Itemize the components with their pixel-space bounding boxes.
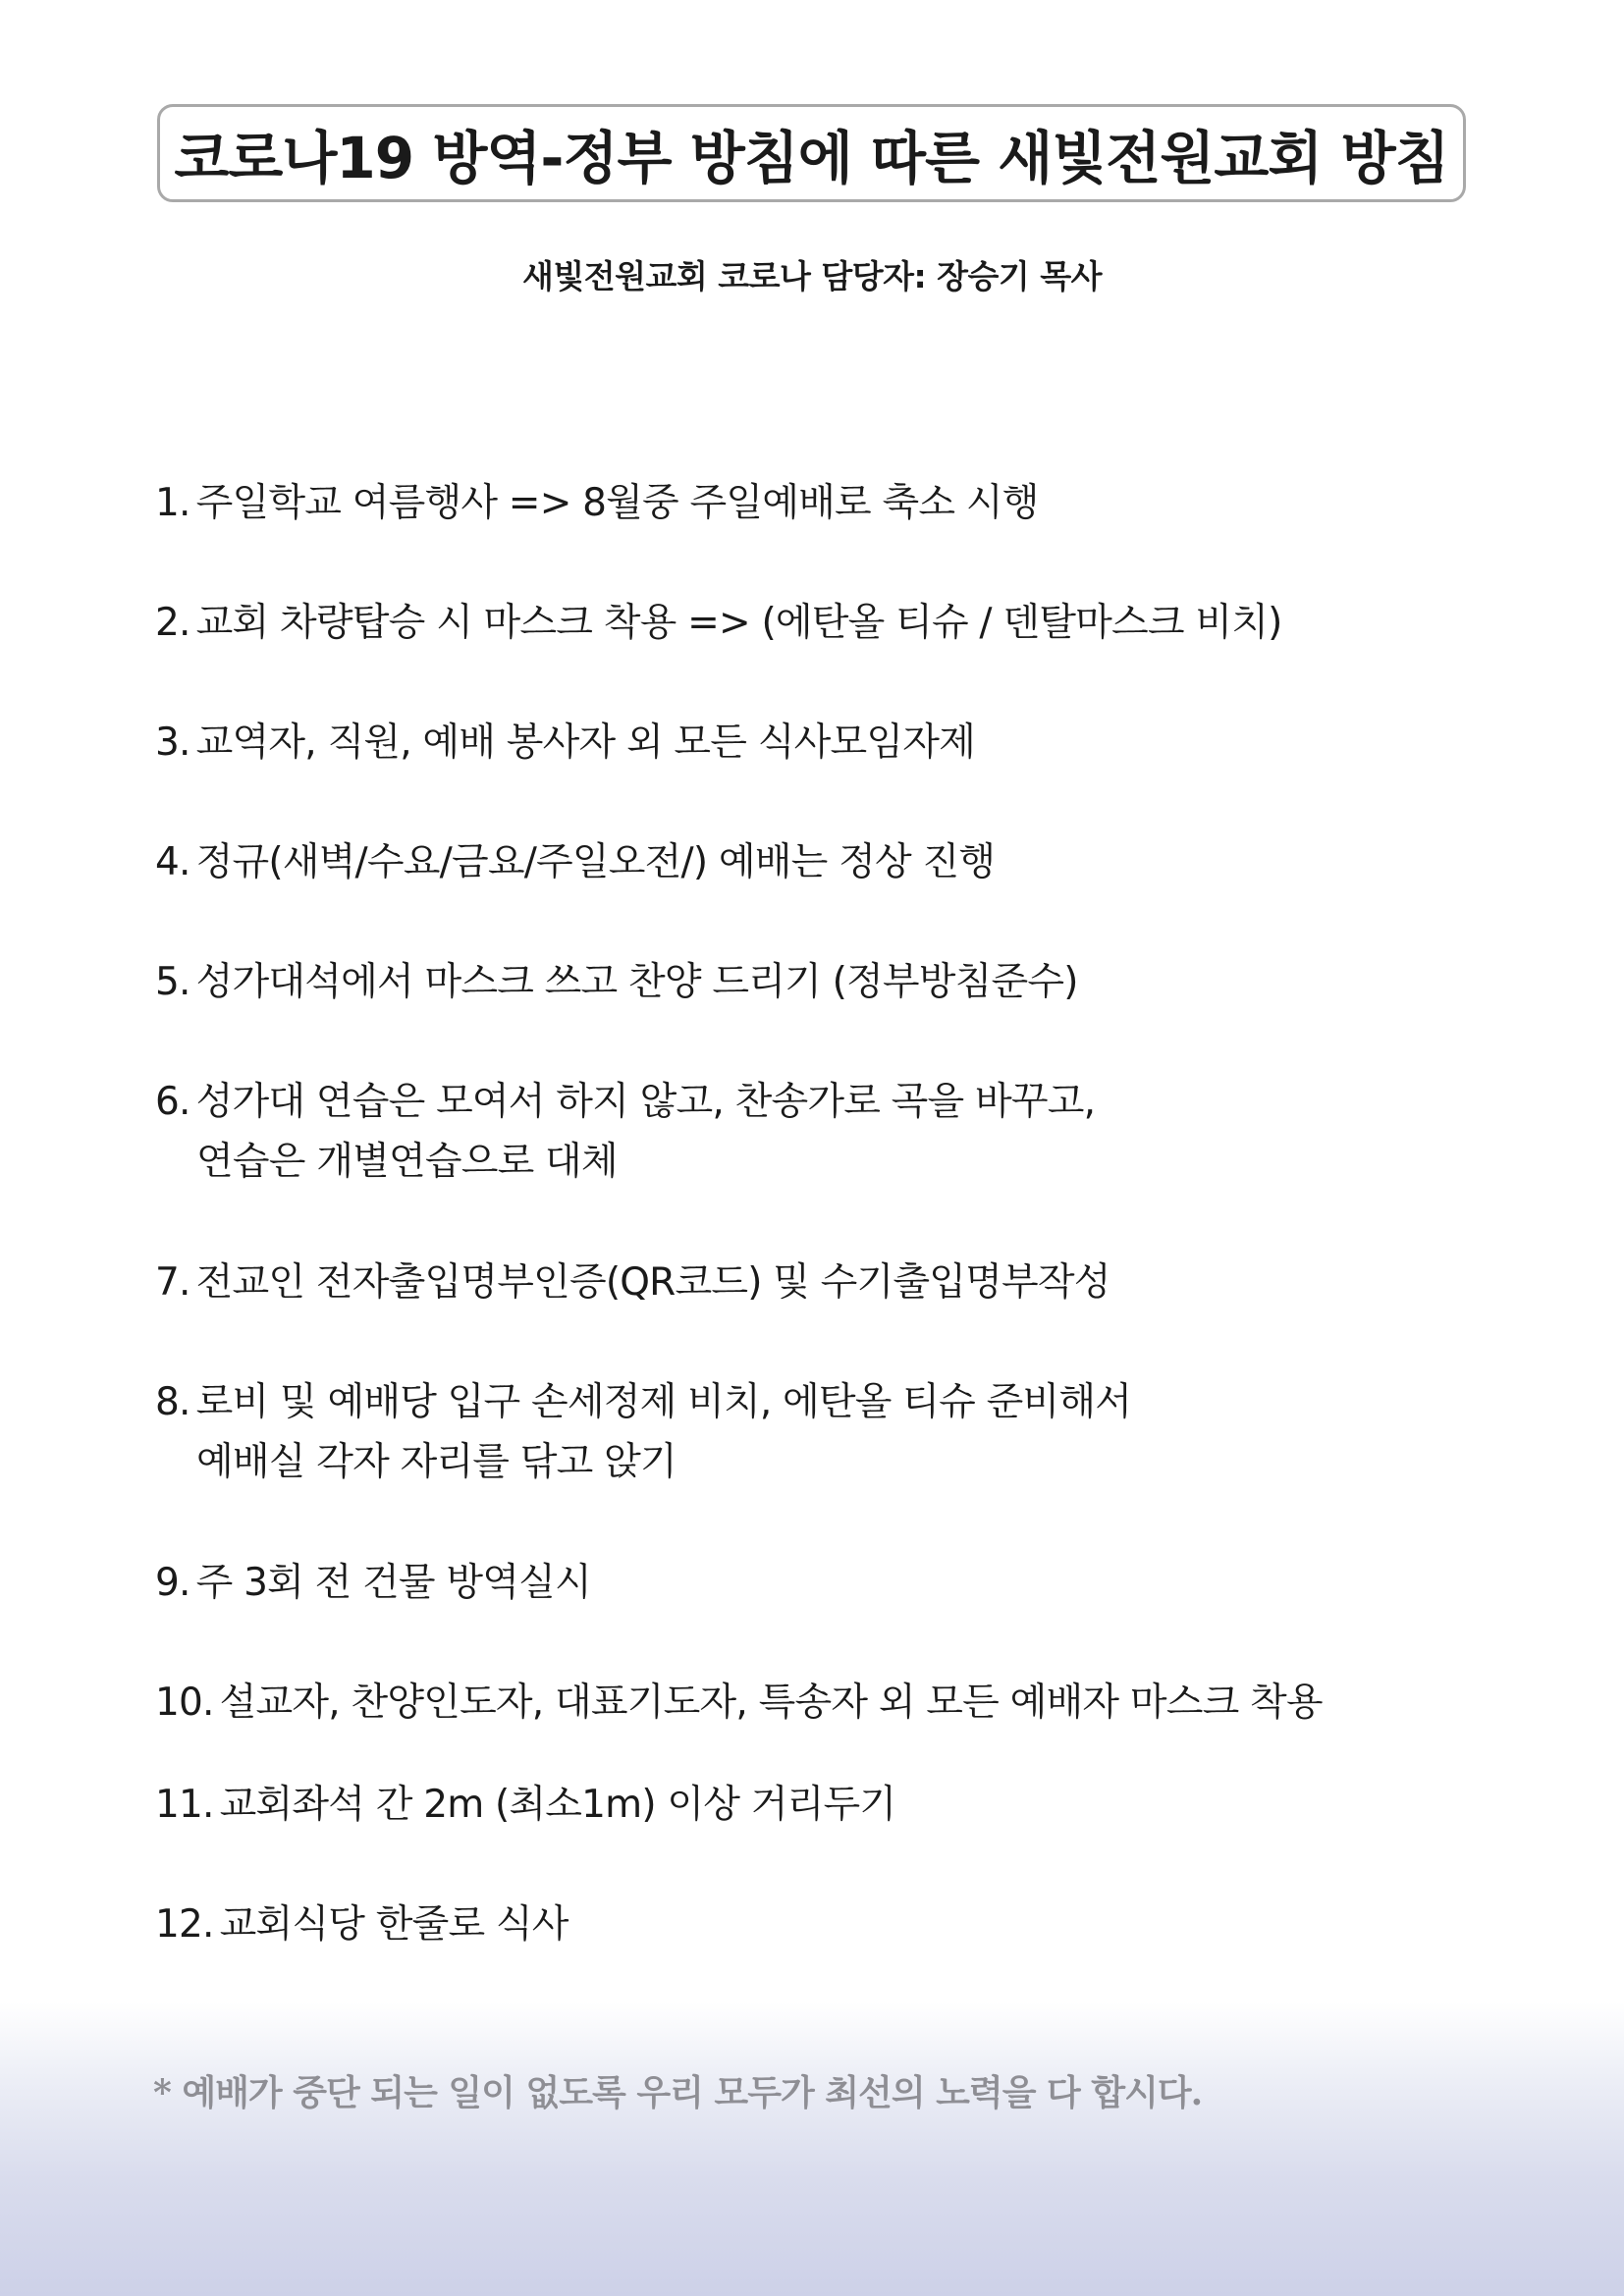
policy-item-7 <box>155 1253 1110 1312</box>
policy-item-5 <box>155 952 1078 1012</box>
page-title: 코로나19 방역-정부 방침에 따른 새빛전원교회 방침 <box>174 125 1449 191</box>
policy-item-text: 로비 및 예배당 입구 손세정제 비치, 에탄올 티슈 준비해서 <box>195 1380 1132 1424</box>
policy-item-text: 정규(새벽/수요/금요/주일오전/) 예배는 정상 진행 <box>195 840 996 884</box>
policy-item-2 <box>155 593 1282 653</box>
policy-item-number: 6. <box>155 1080 190 1124</box>
policy-item-text-continued: 예배실 각자 자리를 닦고 앉기 <box>196 1440 677 1484</box>
policy-item-number: 7. <box>155 1260 190 1305</box>
policy-item-number: 4. <box>155 840 190 884</box>
policy-item-number: 9. <box>155 1561 190 1605</box>
policy-item-text: 전교인 전자출입명부인증(QR코드) 및 수기출입명부작성 <box>195 1260 1110 1305</box>
policy-item-8 <box>155 1372 1131 1492</box>
policy-item-4 <box>155 832 995 892</box>
title-box <box>157 104 1466 202</box>
policy-item-12 <box>155 1895 568 1954</box>
policy-item-text: 교역자, 직원, 예배 봉사자 외 모든 식사모임자제 <box>195 721 976 765</box>
policy-item-number: 2. <box>155 601 190 645</box>
page-subtitle: 새빛전원교회 코로나 담당자: 장승기 목사 <box>521 257 1103 295</box>
policy-item-text-continued: 연습은 개별연습으로 대체 <box>196 1140 618 1184</box>
policy-item-number: 11. <box>155 1783 214 1827</box>
policy-item-1 <box>155 473 1039 533</box>
policy-item-3 <box>155 713 975 773</box>
policy-item-number: 10. <box>155 1681 214 1725</box>
policy-item-text: 성가대석에서 마스크 쓰고 찬양 드리기 (정부방침준수) <box>195 960 1078 1004</box>
policy-item-text: 설교자, 찬양인도자, 대표기도자, 특송자 외 모든 예배자 마스크 착용 <box>219 1681 1323 1725</box>
policy-item-6 <box>155 1072 1095 1192</box>
policy-item-text: 주일학교 여름행사 => 8월중 주일예배로 축소 시행 <box>195 481 1039 525</box>
policy-item-text: 교회식당 한줄로 식사 <box>219 1902 568 1947</box>
policy-item-text: 교회 차량탑승 시 마스크 착용 => (에탄올 티슈 / 덴탈마스크 비치) <box>195 601 1282 645</box>
policy-item-number: 12. <box>155 1902 214 1947</box>
policy-item-text: 성가대 연습은 모여서 하지 않고, 찬송가로 곡을 바꾸고, <box>195 1080 1096 1124</box>
policy-item-9 <box>155 1553 591 1613</box>
policy-item-number: 8. <box>155 1380 190 1424</box>
policy-item-text: 교회좌석 간 2m (최소1m) 이상 거리두기 <box>219 1783 896 1827</box>
policy-item-number: 1. <box>155 481 190 525</box>
policy-item-text: 주 3회 전 건물 방역실시 <box>195 1561 591 1605</box>
policy-item-11 <box>155 1775 895 1835</box>
footer-note: * 예배가 중단 되는 일이 없도록 우리 모두가 최선의 노력을 다 합시다. <box>153 2072 1203 2113</box>
policy-item-10 <box>155 1673 1323 1733</box>
policy-item-number: 5. <box>155 960 190 1004</box>
policy-item-number: 3. <box>155 721 190 765</box>
